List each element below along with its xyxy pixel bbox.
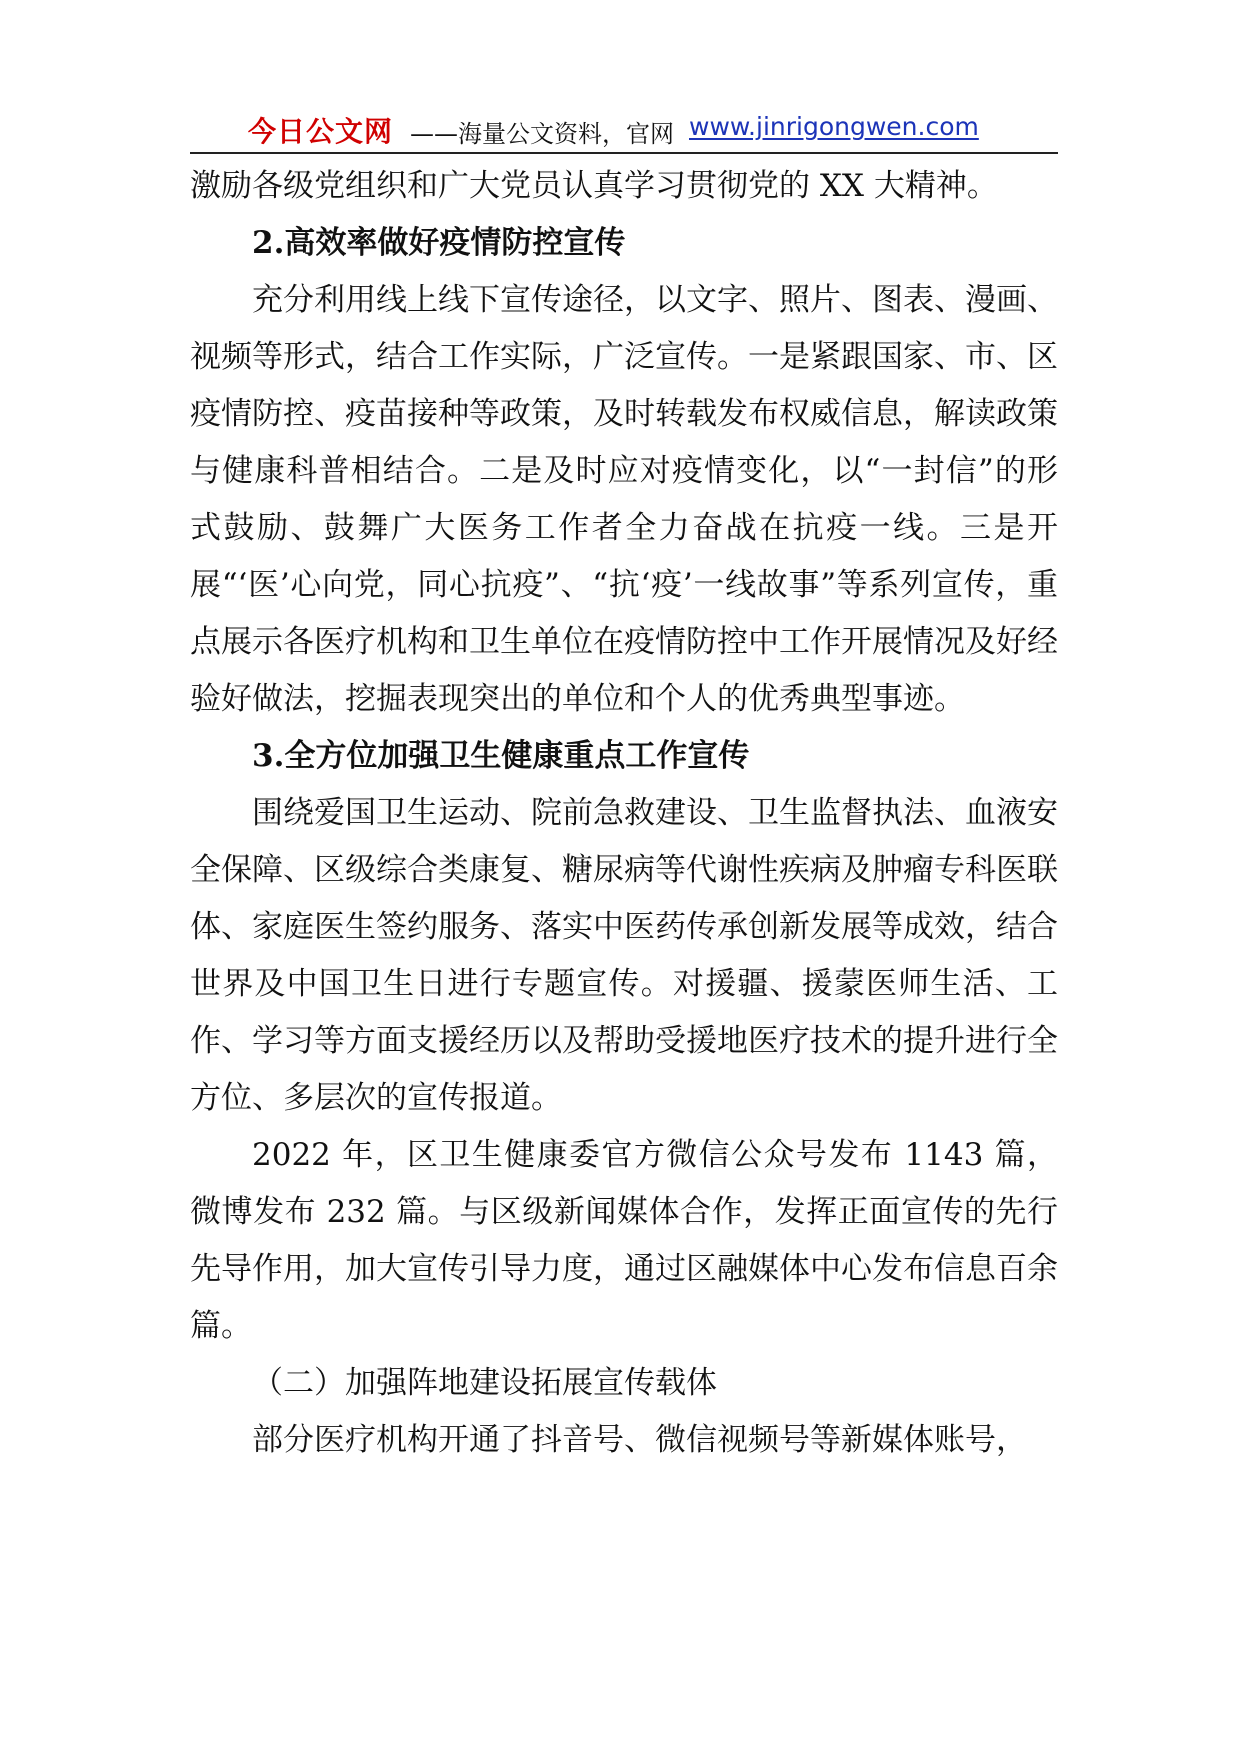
statistics-paragraph: 2022 年，区卫生健康委官方微信公众号发布 1143 篇，微博发布 232 篇。与区级新闻媒体合作，发挥正面宣传的先行先导作用，加大宣传引导力度，通过区融媒体中心发布信息百余篇。 [190,1137,1058,1344]
paragraph-3: 围绕爱国卫生运动、院前急救建设、卫生监督执法、血液安全保障、区级综合类康复、糖尿病等代谢性疾病及肿瘤专科医联体、家庭医生签约服务、落实中医药传承创新发展等成效，结合世界及中国卫生日进行专题宣传。对援疆、援蒙医师生活、工作、学习等方面支援经历以及帮助受援地医疗技术的提升进行全方位、多层次的宣传报道。 [190,795,1058,1116]
paragraph-2: 充分利用线上线下宣传途径，以文字、照片、图表、漫画、视频等形式，结合工作实际，广泛宣传。一是紧跟国家、市、区疫情防控、疫苗接种等政策，及时转载发布权威信息，解读政策与健康科普相结合。二是及时应对疫情变化，以“一封信”的形式鼓励、鼓舞广大医务工作者全力奋战在抗疫一线。三是开展“‘医’心向党，同心抗疫”、“抗‘疫’一线故事”等系列宣传，重点展示各医疗机构和卫生单位在疫情防控中工作开展情况及好经验好做法，挖掘表现突出的单位和个人的优秀典型事迹。 [190,282,1058,717]
paragraph-5: 部分医疗机构开通了抖音号、微信视频号等新媒体账号， [252,1422,1027,1458]
header-tagline: ——海量公文资料，官网 [410,120,674,148]
page-header [190,104,1058,154]
document-body [190,158,1058,1469]
heading-3: 3.全方位加强卫生健康重点工作宣传 [252,738,750,774]
brand-name: 今日公文网 [248,115,394,148]
continuation-paragraph: 激励各级党组织和广大党员认真学习贯彻党的 XX 大精神。 [190,168,998,204]
heading-2: 2.高效率做好疫情防控宣传 [252,225,626,261]
website-link[interactable]: www.jinrigongwen.com [689,112,979,141]
section-heading: （二）加强阵地建设拓展宣传载体 [252,1365,717,1401]
